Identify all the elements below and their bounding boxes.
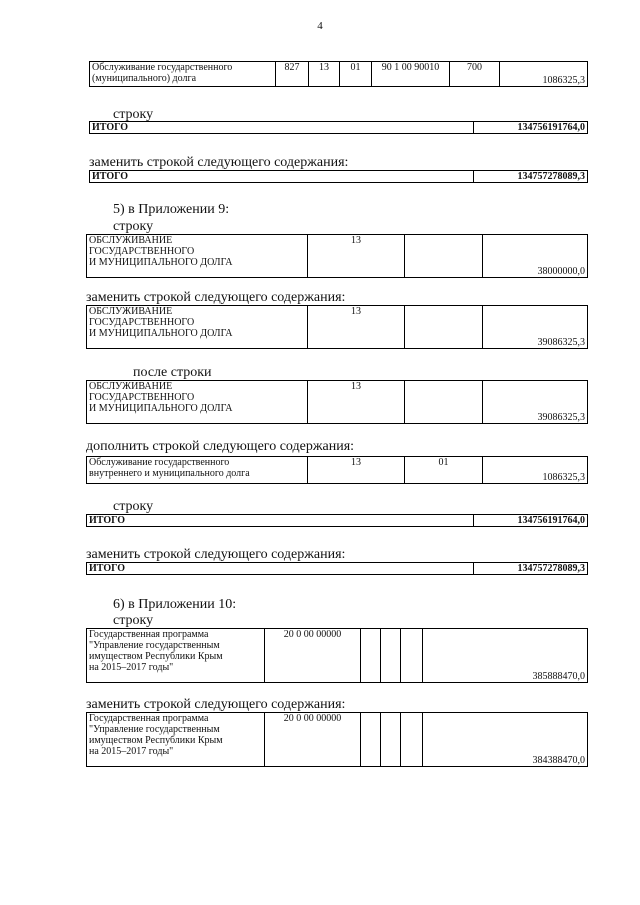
cell-amount: 385888470,0 xyxy=(423,629,588,683)
cell-empty xyxy=(361,629,381,683)
cell-amount: 1086325,3 xyxy=(500,62,588,87)
cell-amount: 384388470,0 xyxy=(423,713,588,767)
label-stroku: строку xyxy=(113,219,154,234)
cell-empty xyxy=(401,713,423,767)
total-value: 134757278089,3 xyxy=(474,563,588,575)
cell-empty xyxy=(361,713,381,767)
cell-amount: 1086325,3 xyxy=(483,457,588,484)
table-row xyxy=(87,457,588,484)
cell-section: 13 xyxy=(308,457,405,484)
row-name: Обслуживание государственного (муниципального) долга xyxy=(90,62,276,87)
cell-expense-type: 700 xyxy=(450,62,500,87)
section-5-heading: 5) в Приложении 9: xyxy=(113,202,230,217)
label-stroku: строку xyxy=(113,613,154,628)
label-stroku: строку xyxy=(113,107,154,122)
row-name: Государственная программа "Управление государственным имуществом Республики Крым на 2015–2017 годы" xyxy=(87,713,265,767)
table-app10-row-new xyxy=(86,712,588,767)
cell-amount: 39086325,3 xyxy=(483,381,588,424)
cell-empty xyxy=(405,306,483,349)
page-number: 4 xyxy=(317,20,323,32)
total-label: ИТОГО xyxy=(87,515,474,527)
table-app9-row-add xyxy=(86,456,588,484)
cell-subsection: 01 xyxy=(340,62,372,87)
cell-amount: 38000000,0 xyxy=(483,235,588,278)
cell-ministry: 827 xyxy=(276,62,309,87)
cell-section: 13 xyxy=(309,62,340,87)
table-row xyxy=(90,171,588,183)
table-total-new xyxy=(86,562,588,575)
total-label: ИТОГО xyxy=(90,171,474,183)
total-value: 134757278089,3 xyxy=(474,171,588,183)
label-replace: заменить строкой следующего содержания: xyxy=(86,290,346,305)
cell-section: 13 xyxy=(308,381,405,424)
cell-target-article: 90 1 00 90010 xyxy=(372,62,450,87)
row-name: ОБСЛУЖИВАНИЕ ГОСУДАРСТВЕННОГО И МУНИЦИПАЛЬНОГО ДОЛГА xyxy=(87,381,308,424)
section-6-heading: 6) в Приложении 10: xyxy=(113,597,237,612)
row-name: ОБСЛУЖИВАНИЕ ГОСУДАРСТВЕННОГО И МУНИЦИПАЛЬНОГО ДОЛГА xyxy=(87,306,308,349)
label-stroku: строку xyxy=(113,499,154,514)
row-name: Обслуживание государственного внутреннего и муниципального долга xyxy=(87,457,308,484)
table-total-old xyxy=(89,121,588,134)
label-after: после строки xyxy=(133,365,212,380)
table-row xyxy=(87,563,588,575)
table-row xyxy=(87,629,588,683)
table-debt-service-row xyxy=(89,61,588,87)
table-app10-row-old xyxy=(86,628,588,683)
total-value: 134756191764,0 xyxy=(474,122,588,134)
table-row xyxy=(90,122,588,134)
table-row xyxy=(87,381,588,424)
table-row xyxy=(87,306,588,349)
label-replace: заменить строкой следующего содержания: xyxy=(89,155,349,170)
cell-empty xyxy=(401,629,423,683)
label-add: дополнить строкой следующего содержания: xyxy=(86,439,355,454)
cell-amount: 39086325,3 xyxy=(483,306,588,349)
table-app9-row-new xyxy=(86,305,588,349)
cell-section: 13 xyxy=(308,235,405,278)
table-total-new xyxy=(89,170,588,183)
cell-empty xyxy=(405,235,483,278)
total-label: ИТОГО xyxy=(87,563,474,575)
row-name: ОБСЛУЖИВАНИЕ ГОСУДАРСТВЕННОГО И МУНИЦИПАЛЬНОГО ДОЛГА xyxy=(87,235,308,278)
cell-section: 13 xyxy=(308,306,405,349)
table-app9-row-after xyxy=(86,380,588,424)
cell-program-code: 20 0 00 00000 xyxy=(265,713,361,767)
table-total-old xyxy=(86,514,588,527)
row-name: Государственная программа "Управление государственным имуществом Республики Крым на 2015–2017 годы" xyxy=(87,629,265,683)
label-replace: заменить строкой следующего содержания: xyxy=(86,547,346,562)
label-replace: заменить строкой следующего содержания: xyxy=(86,697,346,712)
cell-program-code: 20 0 00 00000 xyxy=(265,629,361,683)
table-row xyxy=(87,235,588,278)
total-value: 134756191764,0 xyxy=(474,515,588,527)
table-app9-row-old xyxy=(86,234,588,278)
table-row xyxy=(87,515,588,527)
table-row xyxy=(90,62,588,87)
total-label: ИТОГО xyxy=(90,122,474,134)
cell-empty xyxy=(405,381,483,424)
cell-empty xyxy=(381,713,401,767)
cell-empty xyxy=(381,629,401,683)
cell-subsection: 01 xyxy=(405,457,483,484)
table-row xyxy=(87,713,588,767)
